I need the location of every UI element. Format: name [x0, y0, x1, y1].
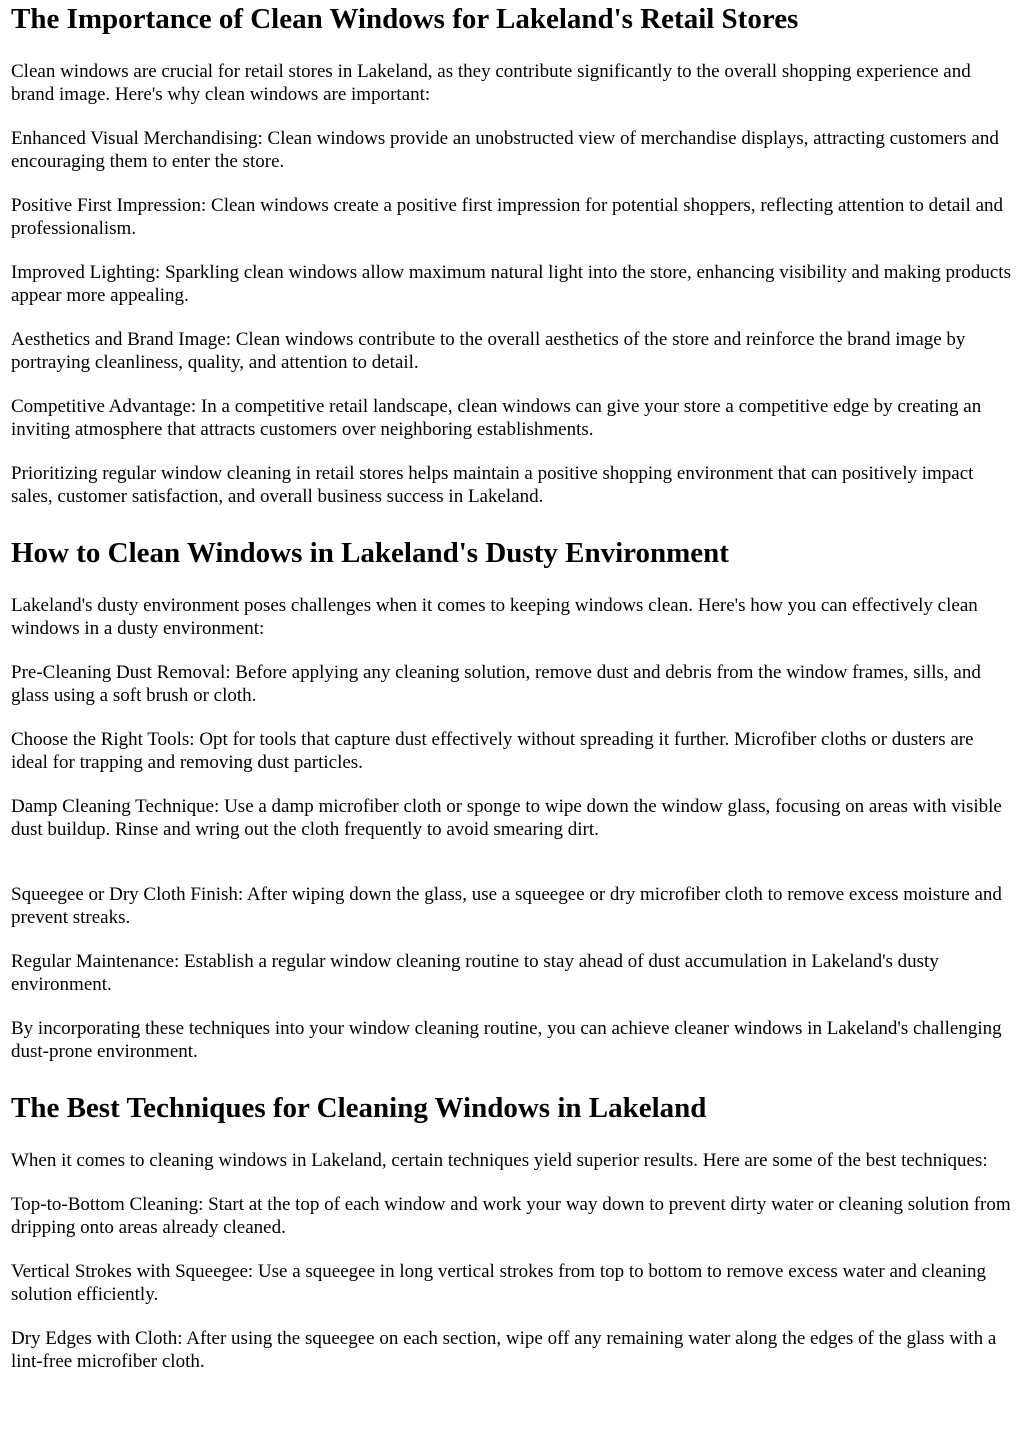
section-dusty-environment: [11, 536, 1014, 1063]
paragraph-vertical-strokes: Vertical Strokes with Squeegee: Use a squeegee in long vertical strokes from top to bottom to remove excess water and cleaning solution efficiently.: [11, 1261, 987, 1305]
paragraph-dry-edges: Dry Edges with Cloth: After using the squeegee on each section, wipe off any remaining water along the edges of the glass with a lint-free microfiber cloth.: [11, 1328, 997, 1372]
section-intro-paragraph: Lakeland's dusty environment poses challenges when it comes to keeping windows clean. Here's how you can effectively clean windows in a dusty environment:: [11, 595, 978, 639]
section-heading: The Importance of Clean Windows for Lakeland's Retail Stores: [11, 3, 799, 35]
paragraph-damp-cleaning: Damp Cleaning Technique: Use a damp microfiber cloth or sponge to wipe down the window glass, focusing on areas with visible dust buildup. Rinse and wring out the cloth frequently to avoid smearing dirt.: [11, 796, 1002, 840]
paragraph-improved-lighting: Improved Lighting: Sparkling clean windows allow maximum natural light into the store, enhancing visibility and making products appear more appealing.: [11, 262, 1011, 306]
paragraph-pre-cleaning: Pre-Cleaning Dust Removal: Before applying any cleaning solution, remove dust and debris from the window frames, sills, and glass using a soft brush or cloth.: [11, 662, 981, 706]
paragraph-visual-merchandising: Enhanced Visual Merchandising: Clean windows provide an unobstructed view of merchandise displays, attracting customers and encouraging them to enter the store.: [11, 128, 999, 172]
article-page: [0, 2, 1024, 1373]
paragraph-first-impression: Positive First Impression: Clean windows create a positive first impression for potential shoppers, reflecting attention to detail and professionalism.: [11, 195, 1004, 239]
section-intro-paragraph: Clean windows are crucial for retail stores in Lakeland, as they contribute significantly to the overall shopping experience and brand image. Here's why clean windows are important:: [11, 61, 971, 105]
paragraph-competitive-advantage: Competitive Advantage: In a competitive retail landscape, clean windows can give your store a competitive edge by creating an inviting atmosphere that attracts customers over neighboring establishments.: [11, 396, 982, 440]
section-best-techniques: [11, 1091, 1014, 1373]
paragraph-right-tools: Choose the Right Tools: Opt for tools that capture dust effectively without spreading it further. Microfiber cloths or dusters are ideal for trapping and removing dust particles.: [11, 729, 974, 773]
paragraph-conclusion: Prioritizing regular window cleaning in retail stores helps maintain a positive shopping environment that can positively impact sales, customer satisfaction, and overall business success in Lakeland.: [11, 463, 974, 507]
section-retail-stores: [11, 2, 1014, 508]
section-intro-paragraph: When it comes to cleaning windows in Lakeland, certain techniques yield superior results. Here are some of the best techniques:: [11, 1150, 988, 1171]
paragraph-brand-image: Aesthetics and Brand Image: Clean windows contribute to the overall aesthetics of the store and reinforce the brand image by portraying cleanliness, quality, and attention to detail.: [11, 329, 966, 373]
paragraph-regular-maintenance: Regular Maintenance: Establish a regular window cleaning routine to stay ahead of dust accumulation in Lakeland's dusty environment.: [11, 951, 939, 995]
paragraph-conclusion: By incorporating these techniques into your window cleaning routine, you can achieve cleaner windows in Lakeland's challenging dust-prone environment.: [11, 1018, 1002, 1062]
section-heading: How to Clean Windows in Lakeland's Dusty Environment: [11, 537, 729, 569]
section-heading: The Best Techniques for Cleaning Windows in Lakeland: [11, 1092, 707, 1124]
paragraph-top-to-bottom: Top-to-Bottom Cleaning: Start at the top of each window and work your way down to prevent dirty water or cleaning solution from dripping onto areas already cleaned.: [11, 1194, 1011, 1238]
paragraph-squeegee-finish: Squeegee or Dry Cloth Finish: After wiping down the glass, use a squeegee or dry microfiber cloth to remove excess moisture and prevent streaks.: [11, 884, 1002, 928]
